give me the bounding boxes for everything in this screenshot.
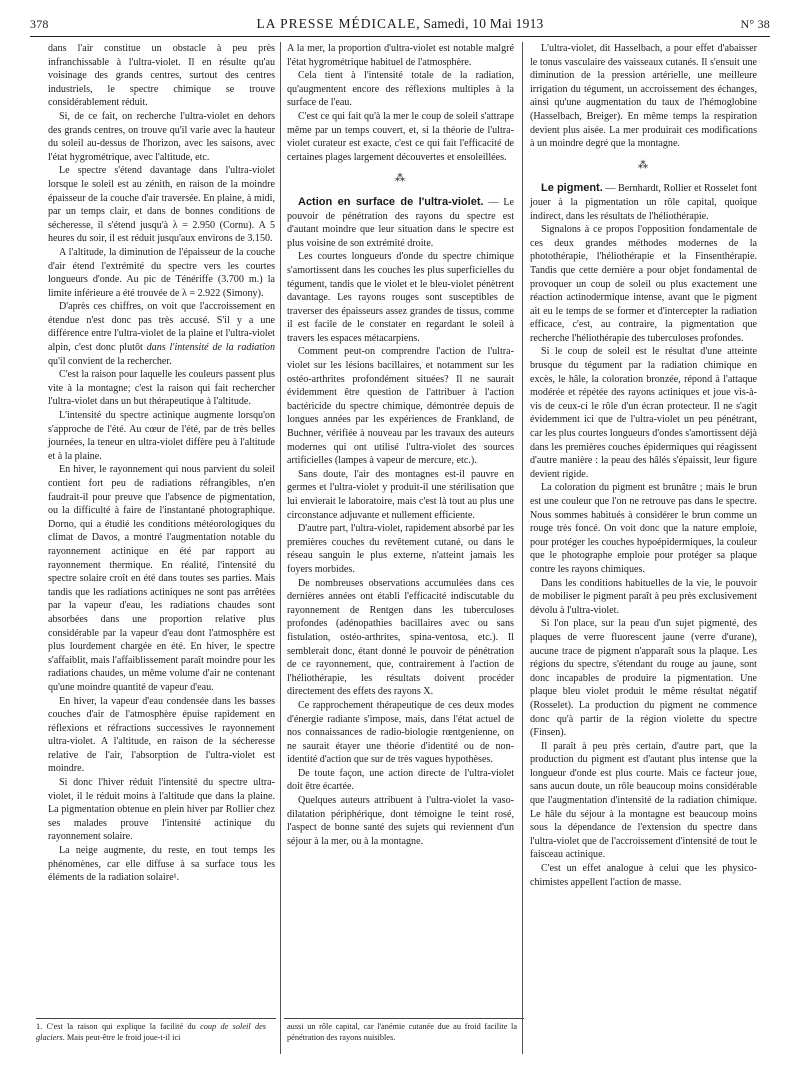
paragraph: dans l'air constitue un obstacle à peu près infranchissable à l'ultra-violet. Il en résulte qu'au voisinage des grands centres, surtout des centres industriels, le spectre chimique se trouve considérablement réduit.: [48, 43, 275, 109]
issue-date: , Samedi, 10 Mai 1913: [416, 16, 544, 31]
paragraph: La neige augmente, du reste, en tout temps les phénomènes, car elle diffuse à sa surface tous les éléments de la radiation solaire¹.: [48, 845, 275, 884]
paragraph: Il paraît à peu près certain, d'autre part, que la production du pigment est d'autant plus intense que la longueur d'onde est plus courte. Mais ce facteur joue, sans aucun doute, un rôle beaucoup moins considérable que l'augmentation d'intensité de la radiation chimique. Le hâle du séjour à la montagne est beaucoup moins sous la dépendance de l'extension du spectre dans l'ultra-violet que de l'accroissement d'intensité de tout le faisceau actinique.: [530, 740, 757, 861]
paragraph: Si donc l'hiver réduit l'intensité du spectre ultra-violet, il le réduit moins à l'altitude que dans la plaine. La pigmentation obtenue en plein hiver par Rollier chez ses malades prouve l'intensité actinique du rayonnement solaire.: [48, 777, 275, 843]
journal-name: LA PRESSE MÉDICALE: [256, 16, 417, 31]
column-1: [48, 42, 275, 885]
paragraph: Quelques auteurs attribuent à l'ultra-violet la vaso-dilatation périphérique, dont témoigne le teint rosé, l'aspect de bonne santé des sujets qui reviennent d'un séjour à la mer, ou à la montagne.: [287, 795, 514, 847]
section-heading: Le pigment.: [541, 182, 603, 195]
journal-title: [30, 16, 770, 32]
text-run: — Le pouvoir de pénétration des rayons du spectre est d'autant moindre que leur situation dans le spectre est plus voisine de son extrémité droite.: [287, 196, 514, 249]
text-run: qu'il convient de la rechercher.: [48, 355, 172, 367]
paragraph: La coloration du pigment est brunâtre ; mais le brun est une couleur que l'on ne retrouve pas dans le spectre. Nous sommes habitués à considérer le brun comme un rouge très foncé. On voit donc que la nature emploie, pour protéger les couches hypoépidermiques, la couleur que le photographe emploie pour protéger sa plaque contre les rayons chimiques.: [530, 482, 757, 575]
paragraph: Signalons à ce propos l'opposition fondamentale de ces deux grandes méthodes modernes de la photothérapie, l'héliothérapie et la Finsenthérapie. Tandis que cette dernière a pour objet fondamental de provoquer un coup de soleil ou plus exactement une réaction actinodermique intense, avant que le pigment ait eu le temps de se former et d'intercepter la radiation efficace, c'est, au contraire, la pigmentation que recherche l'héliothérapie des tuberculoses profondes.: [530, 224, 757, 344]
paragraph: [287, 196, 514, 250]
paragraph: C'est la raison pour laquelle les couleurs passent plus vite à la montagne; c'est la raison qui fait rechercher l'ultra-violet dans un but thérapeutique à l'altitude.: [48, 369, 275, 408]
header-rule: [30, 36, 770, 37]
footnote: [36, 1022, 266, 1043]
paragraph: Ce rapprochement thérapeutique de ces deux modes d'énergie radiante s'impose, mais, dans l'état actuel de nos connaissances de radio-biologie rœntgenienne, on ne saurait étayer une théorie d'identité ou de non-identité d'action que sur de très vagues hypothèses.: [287, 699, 514, 766]
paragraph: C'est un effet analogue à celui que les physico-chimistes appellent l'action de masse.: [530, 863, 757, 888]
emphasis: coup de soleil des glaciers: [36, 1022, 267, 1042]
column-divider: [522, 42, 523, 1054]
paragraph: De toute façon, une action directe de l'ultra-violet doit être écartée.: [287, 767, 514, 793]
page-number: 378: [30, 17, 49, 31]
paragraph: Si le coup de soleil est le résultat d'une atteinte brusque du tégument par la radiation chimique en excès, le hâle, la coloration bronzée, répond à l'attaque modérée et répétée des rayons actiniques et joue vis-à-vis de ceux-ci le rôle d'un écran protecteur. Il ne s'agit évidemment ici que de l'ultra-violet un peu pénétrant, car les plus courtes longueurs d'ondes s'amortissent déjà dans les premières couches épidermiques qui réagissent d'autre manière : la peau des hâlés s'épaissit, leur figure devient rigide.: [530, 346, 757, 480]
section-heading: Action en surface de l'ultra-violet.: [298, 195, 484, 208]
paragraph: [530, 182, 757, 223]
text-run: — Bernhardt, Rollier et Rosselet font jouer à la pigmentation un rôle capital, quoique indirect, dans les résultats de l'héliothérapie.: [530, 183, 757, 222]
paragraph: De nombreuses observations accumulées dans ces dernières années ont établi l'efficacité indiscutable du rayonnement de Rentgen dans les tuberculoses profondes (adénopathies bacillaires avec ou sans fistulation, ostéo-arthrites, spina-ventosa, etc.). Il semblerait donc, étant donné le pouvoir de pénétration de ce rayonnement, que, contrairement à l'action de l'héliothérapie, les résultats doivent procéder directement des effets des rayons X.: [287, 577, 514, 698]
column-divider: [280, 42, 281, 1054]
section-ornament: ⁂: [638, 159, 649, 171]
paragraph: C'est ce qui fait qu'à la mer le coup de soleil s'attrape même par un temps couvert, et, si la théorie de l'ultra-violet curateur est exacte, c'est ce qui fait l'efficacité de certaines plages largement découvertes et ensoleillées.: [287, 110, 514, 163]
paragraph: D'autre part, l'ultra-violet, rapidement absorbé par les premières couches du revêtement cutané, ou dans le réseau sanguin le plus externe, n'atteint jamais les foyers morbides.: [287, 523, 514, 575]
paragraph: L'ultra-violet, dit Hasselbach, a pour effet d'abaisser le tonus vasculaire des vaisseaux cutanés. Il s'ensuit une diminution de la pression artérielle, une meilleure irrigation du tégument, un accroissement des échanges, ainsi qu'une augmentation du taux de l'hémoglobine (Hasselbach, Breiger). En même temps la respiration devient plus aisée. La mer produirait ces modifications à un moindre degré que la montagne.: [530, 43, 757, 150]
paragraph: Sans doute, l'air des montagnes est-il pauvre en germes et l'ultra-violet y produit-il une stérilisation que lui envierait le laboratoire, mais c'est là tout au plus une circonstance adjuvante et nullement efficiente.: [287, 468, 514, 521]
paragraph: A la mer, la proportion d'ultra-violet est notable malgré l'état hygrométrique habituel de l'atmosphère.: [287, 43, 514, 68]
paragraph: Les courtes longueurs d'onde du spectre chimique s'amortissent dans les couches les plus superficielles du tégument, tandis que le violet et le bleu-violet pénètrent davantage. Les rayons rouges sont susceptibles de traverser des épaisseurs assez grandes de tissus, comme il est facile de le constater en regardant le soleil à travers les espaces métacarpiens.: [287, 251, 514, 344]
paragraph: Si, de ce fait, on recherche l'ultra-violet en dehors des grands centres, on trouve qu'il varie avec la hauteur du soleil au-dessus de l'horizon, avec les saisons, avec l'état hygrométrique, avec l'altitude, etc.: [48, 110, 275, 163]
footnote-continued: aussi un rôle capital, car l'anémie cutanée due au froid facilite la pénétration des rayons nuisibles.: [287, 1022, 517, 1042]
issue-number: N° 38: [740, 17, 770, 31]
paragraph: Cela tient à l'intensité totale de la radiation, qu'augmentent encore des réflexions multiples à la surface de l'eau.: [287, 70, 514, 109]
text-run: . Mais peut-être le froid joue-t-il ici: [62, 1032, 181, 1042]
paragraph: Le spectre s'étend davantage dans l'ultra-violet lorsque le soleil est au zénith, en raison de la moindre épaisseur de la couche d'air traversée. En plaine, à midi, par un temps clair, et dans de bonnes conditions de sécheresse, il s'étend jusqu'à λ = 2.950 (Cornu). A 5 heures du soir, il est réduit jusqu'aux environs de 3.150.: [48, 165, 275, 245]
text-run: 1. C'est la raison qui explique la facilité du: [36, 1022, 201, 1031]
paragraph: A l'altitude, la diminution de l'épaisseur de la couche d'air étend l'extrémité du spectre vers les courtes longueurs d'onde. Au pic de Ténériffe (3.700 m.) la limite inférieure a été trouvée de λ = 2.922 (Simony).: [48, 246, 275, 299]
paragraph: En hiver, la vapeur d'eau condensée dans les basses couches d'air de l'atmosphère épuise rapidement en réflexions et réfractions successives le rayonnement ultra-violet. A l'altitude, en raison de la sécheresse relative de l'air, l'absorption de l'ultra-violet est moindre.: [48, 695, 275, 775]
paragraph: Comment peut-on comprendre l'action de l'ultra-violet sur les lésions bacillaires, et notamment sur les ostéo-arthrites profondément situées? Il ne saurait évidemment être question de l'attribuer à l'action bactéricide du spectre chimique, démontrée depuis de longues années par les expériences de Frankland, de Buchner, vérifiée à nouveau par les travaux des auteurs modernes qui ont utilisé l'ultra-violet des sources artificielles (lampes à vapeur de mercure, etc.).: [287, 346, 514, 467]
running-header: [30, 14, 770, 36]
paragraph: En hiver, le rayonnement qui nous parvient du soleil contient fort peu de radiations réfrangibles, n'en faudrait-il pour preuve que l'absence de pigmentation, ou la difficulté à faire de l'instantané photographique. Dorno, qui a étudié les conditions météorologiques du climat de Davos, a montré l'augmentation notable du rayonnement actinique en été par rapport au rayonnement thermique. En réalité, l'intensité du spectre solaire croît en été dans toutes ses parties. Mais tandis que les radiations actiniques ne sont pas arrêtées par la vapeur d'eau, les radiations chaudes sont absorbées dans une proportion relative plus considérable par la vapeur d'eau dont l'atmosphère est plus lourdement chargée en été. En hiver, le spectre s'affaiblit, mais l'affaiblissement paraît moindre pour les radiations chaudes, un même volume d'air ne contenant qu'une moindre quantité de vapeur d'eau.: [48, 464, 275, 693]
paragraph: Dans les conditions habituelles de la vie, le pouvoir de mobiliser le pigment paraît à peu près exclusivement dévolu à l'ultra-violet.: [530, 577, 757, 616]
footnote-rule: [36, 1018, 276, 1019]
paragraph: [48, 300, 275, 368]
section-ornament: ⁂: [395, 173, 406, 185]
text-run: D'après ces chiffres, on voit que l'accroissement en étendue n'est donc pas très accusé. S'il y a une différence entre l'ultra-violet de la plaine et l'ultra-violet alpin, c'est donc plutôt: [48, 301, 275, 354]
paragraph: Si l'on place, sur la peau d'un sujet pigmenté, des plaques de verre fluorescent jaune (verre d'urane), aucune trace de pigment n'apparaît sous la plaque. Les régions du spectre, s'étendant du rouge au jaune, sont donc incapables de produire la pigmentation. Une plaque bleu violet produit le même résultat négatif (Rosselet). La production du pigment ne commence donc qu'à partir de la région violette du spectre (Finsen).: [530, 618, 757, 739]
paragraph: L'intensité du spectre actinique augmente lorsqu'on s'approche de l'été. Au cœur de l'été, par de très belles journées, la teneur en ultra-violet diffère peu à l'altitude et à la plaine.: [48, 410, 275, 462]
column-2: [287, 42, 514, 848]
footnote-rule: [284, 1018, 524, 1019]
column-3: [530, 42, 757, 889]
emphasis: dans l'intensité de la radiation: [146, 342, 275, 354]
